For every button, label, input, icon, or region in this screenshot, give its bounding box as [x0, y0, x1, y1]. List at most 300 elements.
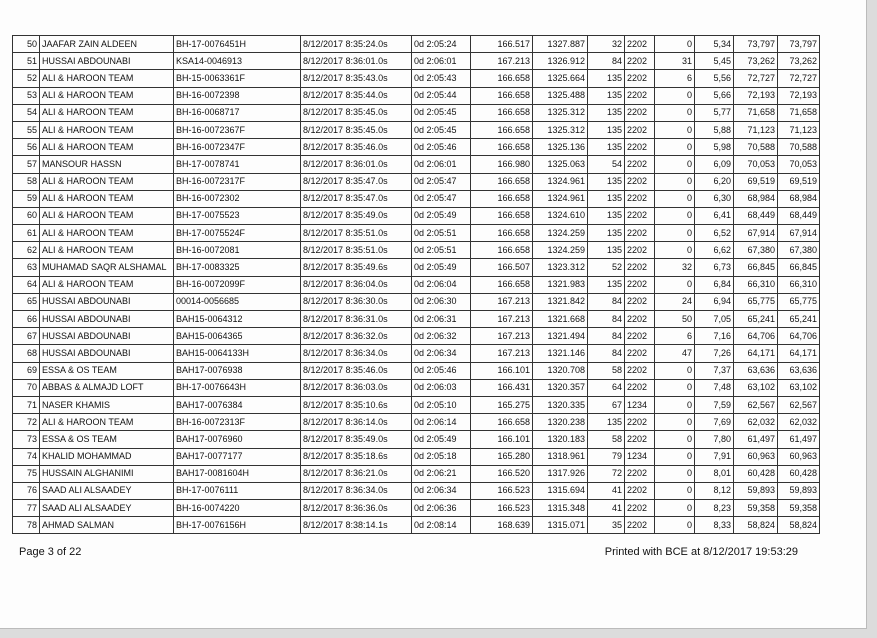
ring-number-cell: KSA14-0046913	[174, 53, 301, 70]
entries-cell: 135	[588, 190, 625, 207]
points-cell: 60,963	[734, 448, 778, 465]
coefficient-cell: 7,80	[695, 431, 734, 448]
flight-duration-cell: 0d 2:06:04	[412, 276, 471, 293]
entries-cell: 67	[588, 396, 625, 413]
points-cell: 60,428	[734, 465, 778, 482]
table-row	[13, 156, 820, 173]
section-cell: 2202	[625, 121, 655, 138]
section-cell: 2202	[625, 156, 655, 173]
table-row	[13, 190, 820, 207]
points-a-cell: 50	[655, 311, 695, 328]
total-points-cell: 71,123	[778, 121, 820, 138]
position-cell: 52	[13, 70, 40, 87]
results-table-body	[13, 36, 820, 534]
total-points-cell: 62,032	[778, 414, 820, 431]
speed-cell: 1325.136	[533, 139, 588, 156]
speed-cell: 1321.668	[533, 311, 588, 328]
points-cell: 65,241	[734, 311, 778, 328]
points-a-cell: 0	[655, 207, 695, 224]
ring-number-cell: 00014-0056685	[174, 293, 301, 310]
arrival-time-cell: 8/12/2017 8:35:10.6s	[301, 396, 412, 413]
distance-cell: 166.101	[471, 431, 533, 448]
distance-cell: 166.658	[471, 70, 533, 87]
section-cell: 2202	[625, 482, 655, 499]
points-cell: 68,449	[734, 207, 778, 224]
distance-cell: 166.658	[471, 414, 533, 431]
entries-cell: 79	[588, 448, 625, 465]
entries-cell: 84	[588, 293, 625, 310]
arrival-time-cell: 8/12/2017 8:36:36.0s	[301, 500, 412, 517]
ring-number-cell: BAH15-0064312	[174, 311, 301, 328]
table-row	[13, 139, 820, 156]
name-cell: ALI & HAROON TEAM	[40, 242, 174, 259]
name-cell: MANSOUR HASSN	[40, 156, 174, 173]
points-a-cell: 24	[655, 293, 695, 310]
arrival-time-cell: 8/12/2017 8:35:45.0s	[301, 121, 412, 138]
distance-cell: 166.658	[471, 121, 533, 138]
distance-cell: 167.213	[471, 345, 533, 362]
ring-number-cell: BH-17-0076451H	[174, 36, 301, 53]
total-points-cell: 61,497	[778, 431, 820, 448]
flight-duration-cell: 0d 2:06:01	[412, 156, 471, 173]
section-cell: 1234	[625, 448, 655, 465]
flight-duration-cell: 0d 2:05:49	[412, 207, 471, 224]
table-row	[13, 173, 820, 190]
coefficient-cell: 6,94	[695, 293, 734, 310]
entries-cell: 84	[588, 345, 625, 362]
position-cell: 62	[13, 242, 40, 259]
flight-duration-cell: 0d 2:05:46	[412, 139, 471, 156]
name-cell: AHMAD SALMAN	[40, 517, 174, 534]
position-cell: 75	[13, 465, 40, 482]
position-cell: 70	[13, 379, 40, 396]
entries-cell: 135	[588, 276, 625, 293]
points-a-cell: 0	[655, 465, 695, 482]
entries-cell: 41	[588, 482, 625, 499]
flight-duration-cell: 0d 2:05:47	[412, 190, 471, 207]
speed-cell: 1324.259	[533, 242, 588, 259]
points-cell: 72,727	[734, 70, 778, 87]
arrival-time-cell: 8/12/2017 8:35:44.0s	[301, 87, 412, 104]
name-cell: HUSSAI ABDOUNABI	[40, 293, 174, 310]
section-cell: 2202	[625, 500, 655, 517]
coefficient-cell: 7,48	[695, 379, 734, 396]
coefficient-cell: 7,69	[695, 414, 734, 431]
position-cell: 78	[13, 517, 40, 534]
points-cell: 59,893	[734, 482, 778, 499]
total-points-cell: 70,053	[778, 156, 820, 173]
coefficient-cell: 6,62	[695, 242, 734, 259]
table-row	[13, 448, 820, 465]
points-a-cell: 0	[655, 156, 695, 173]
table-row	[13, 242, 820, 259]
speed-cell: 1324.610	[533, 207, 588, 224]
table-row	[13, 121, 820, 138]
coefficient-cell: 7,26	[695, 345, 734, 362]
name-cell: ESSA & OS TEAM	[40, 362, 174, 379]
section-cell: 2202	[625, 362, 655, 379]
coefficient-cell: 6,30	[695, 190, 734, 207]
distance-cell: 166.658	[471, 173, 533, 190]
ring-number-cell: BH-16-0068717	[174, 104, 301, 121]
position-cell: 65	[13, 293, 40, 310]
points-cell: 62,567	[734, 396, 778, 413]
flight-duration-cell: 0d 2:05:47	[412, 173, 471, 190]
points-cell: 67,914	[734, 225, 778, 242]
section-cell: 2202	[625, 345, 655, 362]
ring-number-cell: BH-17-0076156H	[174, 517, 301, 534]
arrival-time-cell: 8/12/2017 8:35:24.0s	[301, 36, 412, 53]
entries-cell: 54	[588, 156, 625, 173]
speed-cell: 1320.183	[533, 431, 588, 448]
distance-cell: 166.517	[471, 36, 533, 53]
entries-cell: 72	[588, 465, 625, 482]
table-row	[13, 345, 820, 362]
coefficient-cell: 6,52	[695, 225, 734, 242]
points-a-cell: 32	[655, 259, 695, 276]
total-points-cell: 66,845	[778, 259, 820, 276]
points-cell: 66,845	[734, 259, 778, 276]
total-points-cell: 70,588	[778, 139, 820, 156]
points-cell: 69,519	[734, 173, 778, 190]
table-row	[13, 431, 820, 448]
entries-cell: 58	[588, 431, 625, 448]
arrival-time-cell: 8/12/2017 8:35:51.0s	[301, 242, 412, 259]
table-row	[13, 70, 820, 87]
entries-cell: 41	[588, 500, 625, 517]
distance-cell: 168.639	[471, 517, 533, 534]
ring-number-cell: BH-17-0076111	[174, 482, 301, 499]
entries-cell: 58	[588, 362, 625, 379]
total-points-cell: 69,519	[778, 173, 820, 190]
coefficient-cell: 5,66	[695, 87, 734, 104]
section-cell: 2202	[625, 173, 655, 190]
arrival-time-cell: 8/12/2017 8:35:51.0s	[301, 225, 412, 242]
ring-number-cell: BH-16-0072099F	[174, 276, 301, 293]
entries-cell: 135	[588, 173, 625, 190]
total-points-cell: 63,102	[778, 379, 820, 396]
name-cell: HUSSAI ABDOUNABI	[40, 328, 174, 345]
arrival-time-cell: 8/12/2017 8:36:21.0s	[301, 465, 412, 482]
coefficient-cell: 5,77	[695, 104, 734, 121]
position-cell: 73	[13, 431, 40, 448]
coefficient-cell: 6,84	[695, 276, 734, 293]
speed-cell: 1315.694	[533, 482, 588, 499]
table-row	[13, 225, 820, 242]
table-row	[13, 414, 820, 431]
ring-number-cell: BH-16-0072317F	[174, 173, 301, 190]
total-points-cell: 63,636	[778, 362, 820, 379]
position-cell: 60	[13, 207, 40, 224]
speed-cell: 1318.961	[533, 448, 588, 465]
name-cell: HUSSAI ABDOUNABI	[40, 311, 174, 328]
arrival-time-cell: 8/12/2017 8:35:47.0s	[301, 190, 412, 207]
total-points-cell: 59,893	[778, 482, 820, 499]
table-row	[13, 207, 820, 224]
ring-number-cell: BAH15-0064365	[174, 328, 301, 345]
flight-duration-cell: 0d 2:06:31	[412, 311, 471, 328]
position-cell: 56	[13, 139, 40, 156]
points-a-cell: 31	[655, 53, 695, 70]
speed-cell: 1321.842	[533, 293, 588, 310]
speed-cell: 1320.238	[533, 414, 588, 431]
table-row	[13, 87, 820, 104]
flight-duration-cell: 0d 2:05:46	[412, 362, 471, 379]
distance-cell: 166.507	[471, 259, 533, 276]
ring-number-cell: BH-16-0072398	[174, 87, 301, 104]
points-cell: 64,171	[734, 345, 778, 362]
name-cell: ALI & HAROON TEAM	[40, 207, 174, 224]
entries-cell: 52	[588, 259, 625, 276]
name-cell: ALI & HAROON TEAM	[40, 173, 174, 190]
flight-duration-cell: 0d 2:05:18	[412, 448, 471, 465]
points-cell: 63,102	[734, 379, 778, 396]
section-cell: 2202	[625, 259, 655, 276]
distance-cell: 167.213	[471, 328, 533, 345]
coefficient-cell: 7,05	[695, 311, 734, 328]
flight-duration-cell: 0d 2:06:30	[412, 293, 471, 310]
position-cell: 54	[13, 104, 40, 121]
entries-cell: 84	[588, 53, 625, 70]
total-points-cell: 72,727	[778, 70, 820, 87]
flight-duration-cell: 0d 2:06:32	[412, 328, 471, 345]
flight-duration-cell: 0d 2:06:34	[412, 482, 471, 499]
position-cell: 71	[13, 396, 40, 413]
points-cell: 63,636	[734, 362, 778, 379]
distance-cell: 166.520	[471, 465, 533, 482]
speed-cell: 1327.887	[533, 36, 588, 53]
ring-number-cell: BAH17-0076384	[174, 396, 301, 413]
points-cell: 70,588	[734, 139, 778, 156]
position-cell: 64	[13, 276, 40, 293]
ring-number-cell: BAH17-0076938	[174, 362, 301, 379]
points-a-cell: 0	[655, 225, 695, 242]
total-points-cell: 67,380	[778, 242, 820, 259]
arrival-time-cell: 8/12/2017 8:36:04.0s	[301, 276, 412, 293]
ring-number-cell: BH-16-0072313F	[174, 414, 301, 431]
position-cell: 66	[13, 311, 40, 328]
name-cell: ALI & HAROON TEAM	[40, 225, 174, 242]
points-a-cell: 0	[655, 242, 695, 259]
position-cell: 55	[13, 121, 40, 138]
arrival-time-cell: 8/12/2017 8:35:47.0s	[301, 173, 412, 190]
flight-duration-cell: 0d 2:05:49	[412, 259, 471, 276]
distance-cell: 165.275	[471, 396, 533, 413]
table-row	[13, 259, 820, 276]
coefficient-cell: 7,59	[695, 396, 734, 413]
distance-cell: 166.658	[471, 225, 533, 242]
speed-cell: 1324.259	[533, 225, 588, 242]
points-a-cell: 0	[655, 414, 695, 431]
flight-duration-cell: 0d 2:06:21	[412, 465, 471, 482]
entries-cell: 64	[588, 379, 625, 396]
arrival-time-cell: 8/12/2017 8:36:30.0s	[301, 293, 412, 310]
total-points-cell: 66,310	[778, 276, 820, 293]
points-a-cell: 0	[655, 190, 695, 207]
arrival-time-cell: 8/12/2017 8:36:34.0s	[301, 482, 412, 499]
table-row	[13, 276, 820, 293]
distance-cell: 167.213	[471, 293, 533, 310]
position-cell: 51	[13, 53, 40, 70]
ring-number-cell: BH-17-0076643H	[174, 379, 301, 396]
name-cell: ESSA & OS TEAM	[40, 431, 174, 448]
ring-number-cell: BH-16-0072347F	[174, 139, 301, 156]
total-points-cell: 60,963	[778, 448, 820, 465]
table-row	[13, 36, 820, 53]
points-cell: 72,193	[734, 87, 778, 104]
distance-cell: 166.658	[471, 139, 533, 156]
coefficient-cell: 6,20	[695, 173, 734, 190]
speed-cell: 1315.348	[533, 500, 588, 517]
ring-number-cell: BAH17-0076960	[174, 431, 301, 448]
page-number: Page 3 of 22	[19, 546, 82, 558]
position-cell: 67	[13, 328, 40, 345]
entries-cell: 84	[588, 328, 625, 345]
distance-cell: 165.280	[471, 448, 533, 465]
coefficient-cell: 6,73	[695, 259, 734, 276]
points-cell: 71,658	[734, 104, 778, 121]
position-cell: 50	[13, 36, 40, 53]
points-a-cell: 0	[655, 500, 695, 517]
points-cell: 62,032	[734, 414, 778, 431]
flight-duration-cell: 0d 2:05:51	[412, 225, 471, 242]
speed-cell: 1321.983	[533, 276, 588, 293]
ring-number-cell: BH-17-0075524F	[174, 225, 301, 242]
points-a-cell: 0	[655, 482, 695, 499]
ring-number-cell: BH-17-0083325	[174, 259, 301, 276]
name-cell: ALI & HAROON TEAM	[40, 121, 174, 138]
total-points-cell: 73,797	[778, 36, 820, 53]
name-cell: ALI & HAROON TEAM	[40, 190, 174, 207]
arrival-time-cell: 8/12/2017 8:36:31.0s	[301, 311, 412, 328]
coefficient-cell: 8,33	[695, 517, 734, 534]
entries-cell: 135	[588, 207, 625, 224]
name-cell: MUHAMAD SAQR ALSHAMAL	[40, 259, 174, 276]
points-cell: 68,984	[734, 190, 778, 207]
distance-cell: 167.213	[471, 53, 533, 70]
entries-cell: 32	[588, 36, 625, 53]
flight-duration-cell: 0d 2:06:01	[412, 53, 471, 70]
arrival-time-cell: 8/12/2017 8:35:49.6s	[301, 259, 412, 276]
arrival-time-cell: 8/12/2017 8:35:49.0s	[301, 207, 412, 224]
name-cell: ALI & HAROON TEAM	[40, 276, 174, 293]
coefficient-cell: 6,41	[695, 207, 734, 224]
points-cell: 70,053	[734, 156, 778, 173]
ring-number-cell: BH-17-0075523	[174, 207, 301, 224]
section-cell: 2202	[625, 104, 655, 121]
speed-cell: 1325.063	[533, 156, 588, 173]
section-cell: 2202	[625, 53, 655, 70]
total-points-cell: 73,262	[778, 53, 820, 70]
arrival-time-cell: 8/12/2017 8:35:46.0s	[301, 362, 412, 379]
speed-cell: 1325.312	[533, 121, 588, 138]
speed-cell: 1326.912	[533, 53, 588, 70]
section-cell: 2202	[625, 311, 655, 328]
flight-duration-cell: 0d 2:06:34	[412, 345, 471, 362]
total-points-cell: 65,775	[778, 293, 820, 310]
distance-cell: 166.658	[471, 87, 533, 104]
coefficient-cell: 5,88	[695, 121, 734, 138]
table-row	[13, 53, 820, 70]
coefficient-cell: 7,91	[695, 448, 734, 465]
points-cell: 66,310	[734, 276, 778, 293]
ring-number-cell: BH-16-0074220	[174, 500, 301, 517]
name-cell: ALI & HAROON TEAM	[40, 414, 174, 431]
position-cell: 77	[13, 500, 40, 517]
total-points-cell: 58,824	[778, 517, 820, 534]
distance-cell: 167.213	[471, 311, 533, 328]
section-cell: 2202	[625, 379, 655, 396]
points-cell: 71,123	[734, 121, 778, 138]
ring-number-cell: BH-17-0078741	[174, 156, 301, 173]
points-cell: 65,775	[734, 293, 778, 310]
flight-duration-cell: 0d 2:06:36	[412, 500, 471, 517]
points-cell: 64,706	[734, 328, 778, 345]
flight-duration-cell: 0d 2:06:03	[412, 379, 471, 396]
name-cell: SAAD ALI ALSAADEY	[40, 500, 174, 517]
section-cell: 2202	[625, 517, 655, 534]
position-cell: 59	[13, 190, 40, 207]
arrival-time-cell: 8/12/2017 8:35:18.6s	[301, 448, 412, 465]
ring-number-cell: BAH17-0077177	[174, 448, 301, 465]
entries-cell: 135	[588, 104, 625, 121]
coefficient-cell: 7,16	[695, 328, 734, 345]
section-cell: 2202	[625, 139, 655, 156]
position-cell: 72	[13, 414, 40, 431]
entries-cell: 135	[588, 242, 625, 259]
total-points-cell: 71,658	[778, 104, 820, 121]
name-cell: HUSSAI ABDOUNABI	[40, 53, 174, 70]
flight-duration-cell: 0d 2:05:44	[412, 87, 471, 104]
section-cell: 2202	[625, 465, 655, 482]
table-row	[13, 293, 820, 310]
section-cell: 2202	[625, 36, 655, 53]
total-points-cell: 62,567	[778, 396, 820, 413]
flight-duration-cell: 0d 2:05:51	[412, 242, 471, 259]
table-row	[13, 328, 820, 345]
speed-cell: 1321.146	[533, 345, 588, 362]
speed-cell: 1317.926	[533, 465, 588, 482]
ring-number-cell: BH-16-0072367F	[174, 121, 301, 138]
name-cell: ABBAS & ALMAJD LOFT	[40, 379, 174, 396]
points-a-cell: 6	[655, 328, 695, 345]
position-cell: 53	[13, 87, 40, 104]
coefficient-cell: 5,34	[695, 36, 734, 53]
total-points-cell: 65,241	[778, 311, 820, 328]
entries-cell: 135	[588, 414, 625, 431]
points-a-cell: 0	[655, 448, 695, 465]
points-a-cell: 0	[655, 431, 695, 448]
position-cell: 58	[13, 173, 40, 190]
points-a-cell: 47	[655, 345, 695, 362]
coefficient-cell: 8,01	[695, 465, 734, 482]
speed-cell: 1324.961	[533, 173, 588, 190]
position-cell: 76	[13, 482, 40, 499]
points-cell: 61,497	[734, 431, 778, 448]
total-points-cell: 67,914	[778, 225, 820, 242]
position-cell: 69	[13, 362, 40, 379]
arrival-time-cell: 8/12/2017 8:36:01.0s	[301, 53, 412, 70]
total-points-cell: 64,706	[778, 328, 820, 345]
coefficient-cell: 6,09	[695, 156, 734, 173]
entries-cell: 135	[588, 70, 625, 87]
table-row	[13, 396, 820, 413]
points-a-cell: 6	[655, 70, 695, 87]
distance-cell: 166.101	[471, 362, 533, 379]
points-cell: 58,824	[734, 517, 778, 534]
points-a-cell: 0	[655, 517, 695, 534]
distance-cell: 166.523	[471, 482, 533, 499]
